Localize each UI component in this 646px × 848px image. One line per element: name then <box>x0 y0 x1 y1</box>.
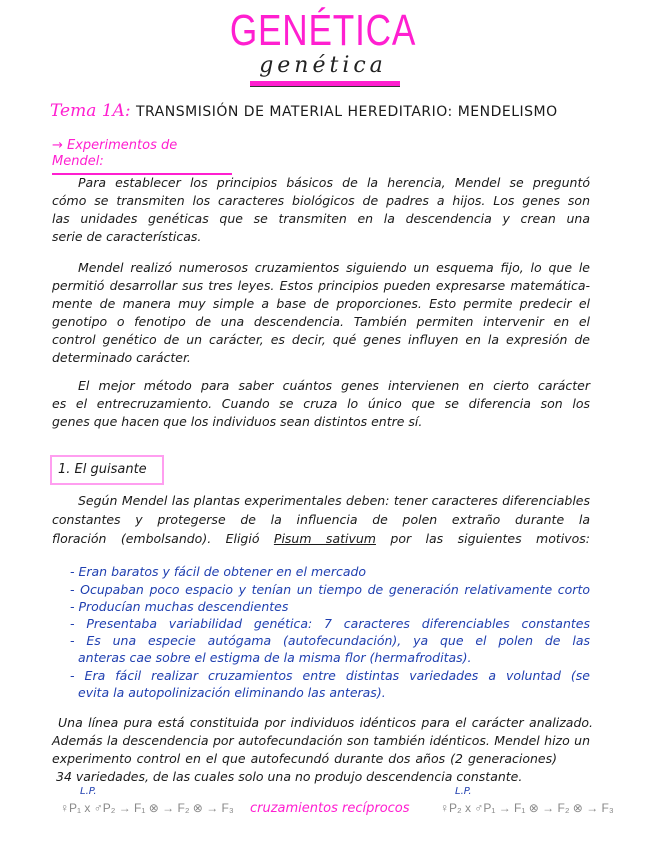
bullet-item: - Es una especie autógama (autofecundación), ya que el polen de las <box>70 633 590 648</box>
cross-formula-left: ♀P₁ x ♂P₂ → F₁ ⊗ → F₂ ⊗ → F₃ <box>60 801 234 815</box>
pure-line-label: L.P. <box>80 786 97 797</box>
paragraph-line: cómo se transmiten los caracteres biológicos de padres a hijos. Los genes son <box>52 193 590 208</box>
species-name: Pisum sativum <box>273 531 376 546</box>
bullet-item: - Presentaba variabilidad genética: 7 caracteres diferenciables constantes <box>70 616 590 631</box>
paragraph-line: experimento control en el que autofecundó durante dos años (2 generaciones) <box>52 751 557 766</box>
page-title: GENÉTICA <box>229 6 417 55</box>
section-heading: → Experimentos de Mendel: <box>52 138 232 175</box>
paragraph-line: El mejor método para saber cuántos genes intervienen en cierto carácter <box>78 378 590 393</box>
text: por las siguientes motivos: <box>390 531 590 546</box>
paragraph-line: determinado carácter. <box>52 350 191 365</box>
paragraph-line: mente de manera muy simple a base de proporciones. Esto permite predecir el <box>52 296 590 311</box>
paragraph-line <box>52 531 590 546</box>
paragraph-line: serie de características. <box>52 229 202 244</box>
paragraph-line: Para establecer los principios básicos de la herencia, Mendel se preguntó <box>78 175 590 190</box>
topic-heading <box>50 100 558 123</box>
paragraph-line: Además la descendencia por autofecundación son también idénticos. Mendel hizo un <box>52 733 590 748</box>
reciprocal-crosses-label: cruzamientos recíprocos <box>250 801 410 816</box>
bullet-item: - Era fácil realizar cruzamientos entre distintas variedades a voluntad (se <box>70 668 590 683</box>
paragraph-line: genes que hacen que los individuos sean distintos entre sí. <box>52 414 423 429</box>
cross-formula-right: ♀P₂ x ♂P₁ → F₁ ⊗ → F₂ ⊗ → F₃ <box>440 801 614 815</box>
topic-label: Tema 1A: <box>50 101 131 121</box>
paragraph-line: genotipo o fenotipo de una descendencia. También permiten intervenir en el <box>52 314 590 329</box>
paragraph-line: constantes y protegerse de la influencia de polen extraño durante la <box>52 512 590 527</box>
bullet-item-cont: anteras cae sobre el estigma de la misma flor (hermafroditas). <box>78 650 472 665</box>
paragraph-line: 34 variedades, de las cuales solo una no produjo descendencia constante. <box>56 769 523 784</box>
pure-line-label: L.P. <box>455 786 472 797</box>
paragraph-line: es el entrecruzamiento. Cuando se cruza lo único que se diferencia son los <box>52 396 590 411</box>
bullet-item: - Ocupaban poco espacio y tenían un tiempo de generación relativamente corto <box>70 582 590 597</box>
bullet-item-cont: evita la autopolinización eliminando las anteras). <box>78 685 386 700</box>
title-underline <box>250 81 400 87</box>
paragraph-line: las unidades genéticas que se transmiten en la descendencia y crean una <box>52 211 590 226</box>
paragraph-line: control genético de un carácter, es decir, qué genes influyen en la expresión de <box>52 332 590 347</box>
text: floración (embolsando). Eligió <box>52 531 260 546</box>
paragraph-line: Mendel realizó numerosos cruzamientos siguiendo un esquema fijo, lo que le <box>78 260 590 275</box>
subsection-heading: 1. El guisante <box>50 455 164 485</box>
paragraph-line: Según Mendel las plantas experimentales deben: tener caracteres diferenciables <box>78 493 590 508</box>
bullet-item: - Eran baratos y fácil de obtener en el mercado <box>70 564 367 579</box>
paragraph-line: permitió desarrollar sus tres leyes. Estos principios pueden expresarse matemática- <box>52 278 590 293</box>
paragraph-line: Una línea pura está constituida por individuos idénticos para el carácter analizado. <box>58 715 593 730</box>
bullet-item: - Producían muchas descendientes <box>70 599 289 614</box>
page-subtitle: genética <box>259 53 387 78</box>
topic-title: TRANSMISIÓN DE MATERIAL HEREDITARIO: MENDELISMO <box>135 104 558 120</box>
